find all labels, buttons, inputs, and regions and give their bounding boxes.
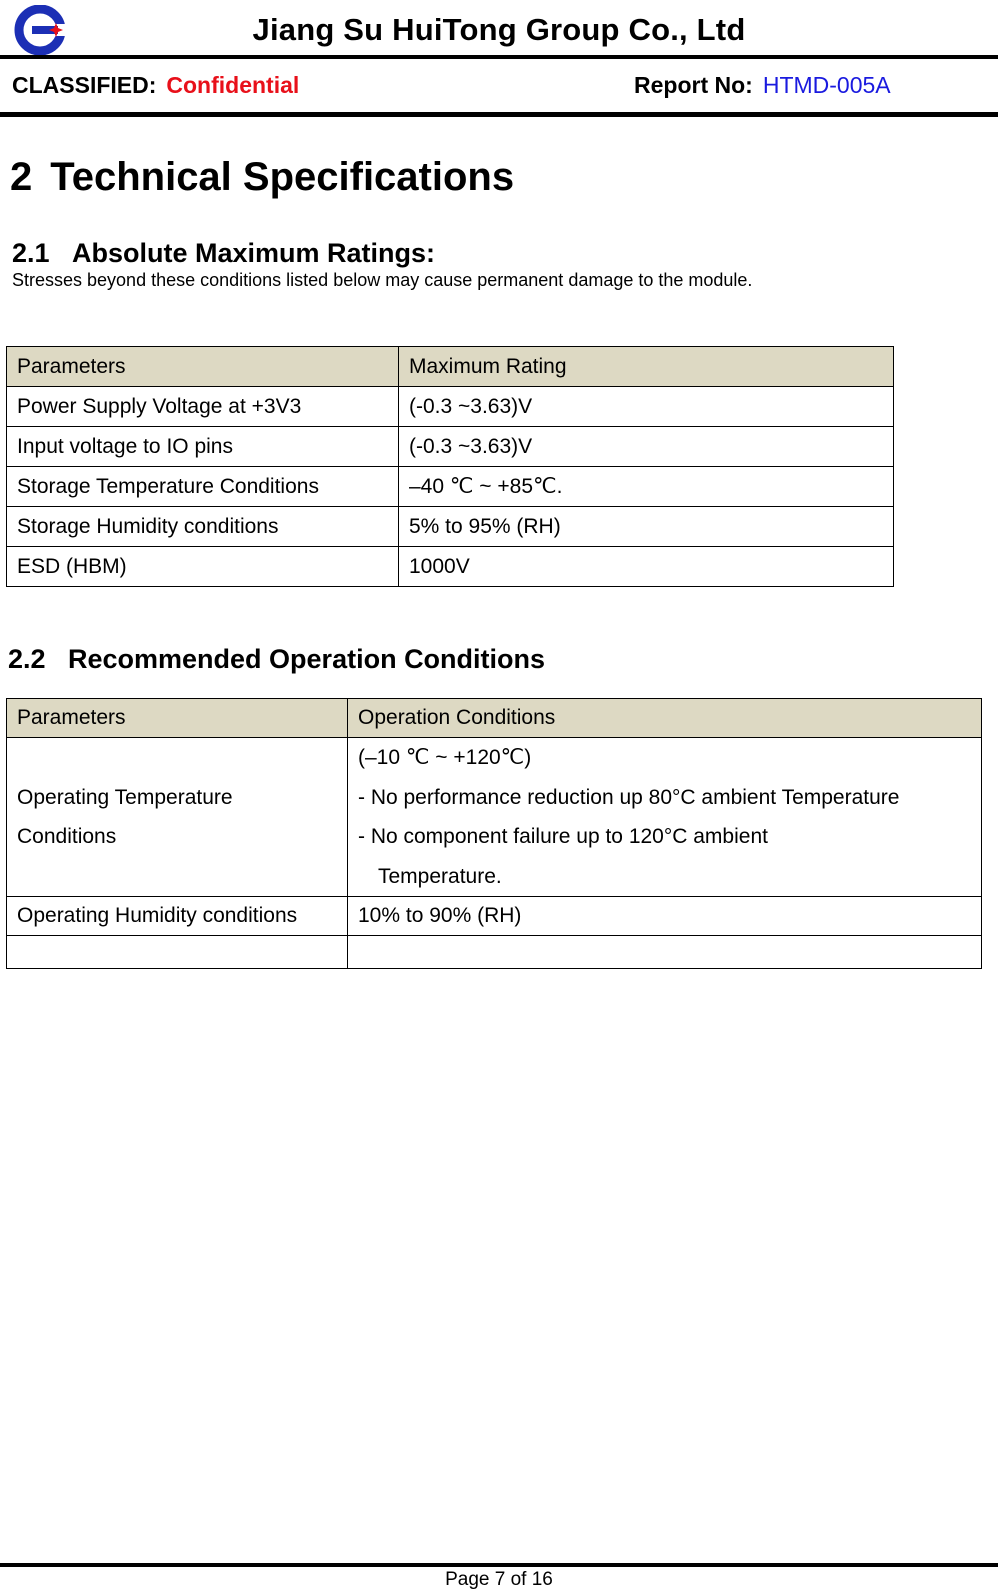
report-value: HTMD-005A — [762, 72, 891, 98]
table-cell: Power Supply Voltage at +3V3 — [7, 387, 399, 427]
table-cell: Storage Humidity conditions — [7, 507, 399, 547]
table-cell: 1000V — [399, 547, 894, 587]
page-number: Page 7 of 16 — [445, 1569, 553, 1590]
temp-param-line: Operating Temperature — [17, 785, 233, 809]
classified-label: CLASSIFIED: — [12, 72, 157, 98]
table-cell: Input voltage to IO pins — [7, 427, 399, 467]
table-row — [7, 427, 894, 467]
recommended-conditions-table — [6, 698, 982, 969]
temp-range: (–10 ℃ ~ +120℃) — [358, 746, 532, 769]
subsection-title: Absolute Maximum Ratings: — [72, 238, 436, 268]
table-row — [7, 387, 894, 427]
header-rule-bottom — [0, 112, 998, 117]
table-cell — [7, 936, 348, 969]
table-cell: 10% to 90% (RH) — [348, 897, 982, 936]
table-cell: 5% to 95% (RH) — [399, 507, 894, 547]
stress-note: Stresses beyond these conditions listed below may cause permanent damage to the module. — [12, 270, 753, 290]
table-cell: –40 ℃ ~ +85℃. — [399, 467, 894, 507]
column-header: Operation Conditions — [348, 699, 982, 738]
table-cell: Operating Humidity conditions — [7, 897, 348, 936]
table-row-empty — [7, 936, 982, 969]
column-header: Maximum Rating — [399, 347, 894, 387]
company-name: Jiang Su HuiTong Group Co., Ltd — [252, 12, 746, 47]
temp-note: Temperature. — [378, 864, 502, 888]
footer-rule — [0, 1563, 998, 1567]
subsection-heading-absolute-max — [12, 238, 435, 269]
table-cell — [7, 738, 348, 897]
section-heading — [10, 155, 514, 200]
column-header: Parameters — [7, 347, 399, 387]
classified-value: Confidential — [166, 72, 300, 98]
table-row — [7, 738, 982, 897]
table-header-row — [7, 347, 894, 387]
temp-param-line: Conditions — [17, 825, 117, 848]
absolute-max-table — [6, 346, 894, 587]
subsection-number: 2.2 — [8, 644, 46, 674]
table-cell: Storage Temperature Conditions — [7, 467, 399, 507]
subsection-number: 2.1 — [12, 238, 50, 268]
table-row — [7, 467, 894, 507]
table-cell: ESD (HBM) — [7, 547, 399, 587]
subsection-title: Recommended Operation Conditions — [68, 644, 546, 674]
table-row — [7, 547, 894, 587]
report-number-line — [634, 72, 891, 99]
table-cell — [348, 936, 982, 969]
table-cell: (-0.3 ~3.63)V — [399, 427, 894, 467]
table-cell — [348, 738, 982, 897]
report-label: Report No: — [634, 72, 753, 98]
table-row — [7, 897, 982, 936]
section-number: 2 — [10, 155, 33, 199]
column-header: Parameters — [7, 699, 348, 738]
table-cell: (-0.3 ~3.63)V — [399, 387, 894, 427]
subsection-heading-recommended — [8, 644, 545, 675]
table-row — [7, 507, 894, 547]
table-header-row — [7, 699, 982, 738]
header-rule-top — [0, 55, 998, 59]
classified-line — [12, 72, 299, 99]
temp-note: - No component failure up to 120°C ambient — [358, 825, 768, 848]
section-title: Technical Specifications — [50, 155, 515, 199]
temp-note: - No performance reduction up 80°C ambient Temperature — [358, 785, 900, 809]
